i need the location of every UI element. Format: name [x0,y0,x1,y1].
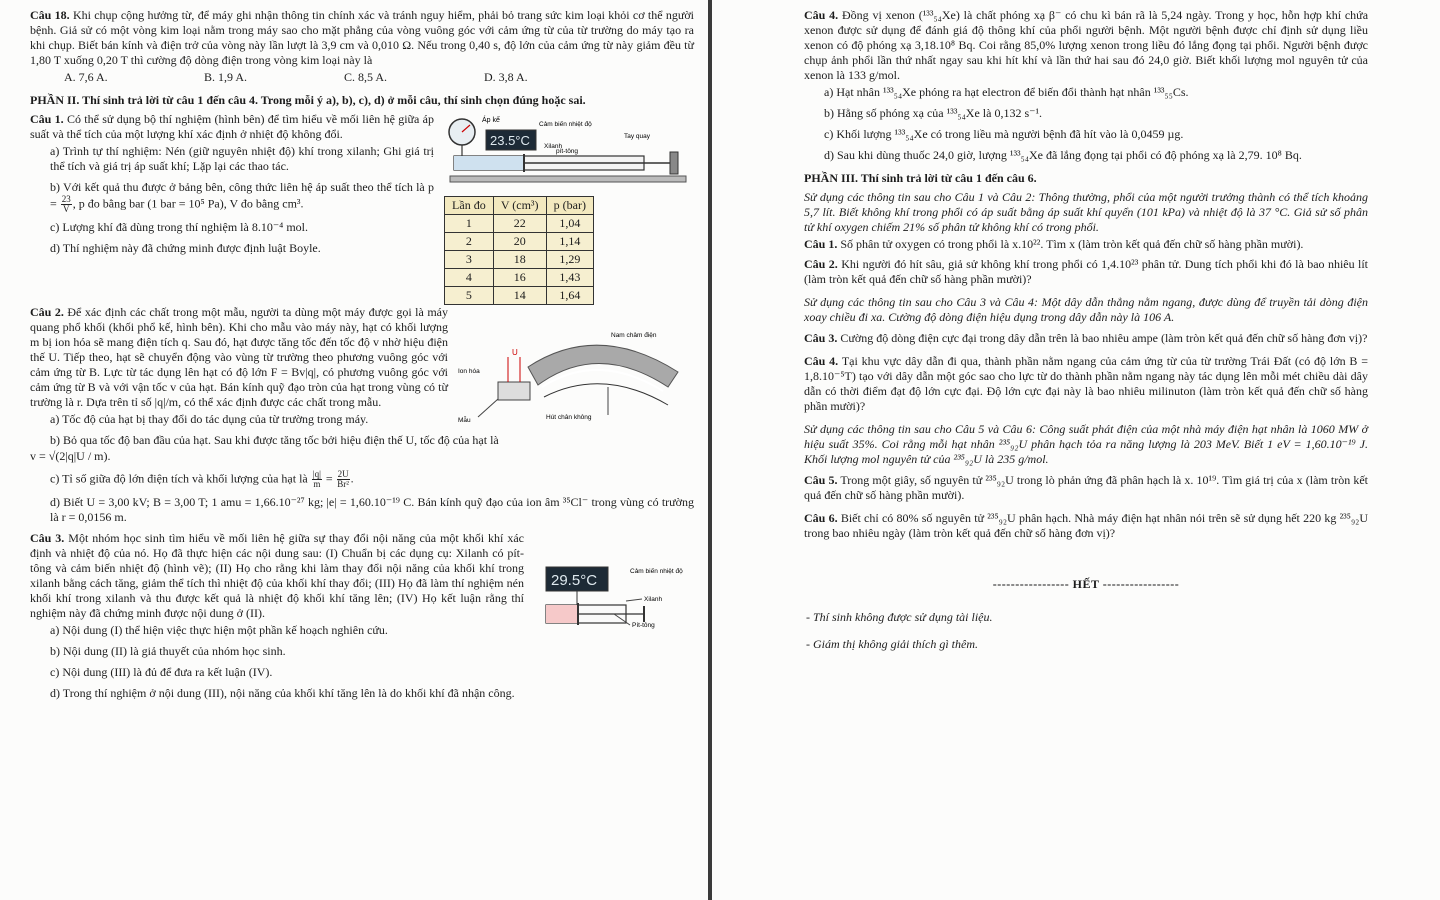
col-header: Lần đo [445,197,494,215]
q2-statement-b: b) Bỏ qua tốc độ ban đầu của hạt. Sau khi được tăng tốc bởi hiệu điện thế U, tốc độ của hạt là [50,433,499,447]
magnet-label: Nam châm điện [611,332,657,339]
exam-page-right [712,0,1440,900]
option-b: B. 1,9 A. [204,70,248,84]
q4-statement-a: a) Hạt nhân ¹³³₅₄Xe phóng ra hạt electron để biến đổi thành hạt nhân ¹³³₅₅Cs. [824,85,1189,99]
question-2: Nam châm điện Ion hóa U Mẫu Hút chân không Câu 2. Để xác định các chất trong một mẫu, người ta dùng một máy được gọi là máy quang phổ khối (khối phổ kế, hình bên). Khi cho mẫu vào máy này, hạt có khối lượng m bị ion hóa sẽ mang điện tích q. Sau đó, hạt được tăng tốc đến tốc độ v nhờ hiệu điện thế U. Tiếp theo, hạt sẽ chuyển động vào vùng từ trường theo phương vuông góc với cảm ứng từ B. Lực từ tác dụng lên hạt có độ lớn F = Bv|q|, có phương vuông góc với cảm ứng từ B và với vận tốc v của hạt. Bán kính quỹ đạo tròn của hạt trong vùng có từ trường là r. Dựa trên tỉ số |q|/m, có thể xác định được các chất trong mẫu. a) Tốc độ của hạt bị thay đổi do tác dụng của từ trường trong máy. b) Bỏ qua tốc độ ban đầu của hạt. Sau khi được tăng tốc bởi hiệu điện thế U, tốc độ của hạt là v = √(2|q|U / m). c) Tỉ số giữa độ lớn điện tích và khối lượng của hạt là $\frac{|q|}{m}$ = $\frac{2U}{\text{Br²}}$ . d) Biết U = 3,00 kV; B = 3,00 T; 1 amu = 1,66.10⁻²⁷ kg; |e| = 1,60.10⁻¹⁹ C. Bán kính quỹ đạo của ion âm ³⁵Cl⁻ trong vùng có trường là r = 0,0156 m. [30,305,694,524]
part3-question-1: Câu 1. Số phân tử oxygen có trong phổi là x.10²². Tìm x (làm tròn kết quả đến chữ số hàng phần mười). [804,237,1304,251]
vacuum-label: Hút chân không [546,414,592,421]
part-2-title: PHẦN II. Thí sinh trả lời từ câu 1 đến câu 4. Trong mỗi ý a), b), c), d) ở mỗi câu, thí sinh chọn đúng hoặc sai. [30,93,586,107]
part3-question-6: Câu 6. Biết chỉ có 80% số nguyên tử ²³⁵₉₂U phân hạch. Nhà máy điện hạt nhân nói trên sẽ sử dụng hết 220 kg ²³⁵₉₂U trong bao nhiêu ngày (làm tròn kết quả đến chữ số hàng đơn vị)? [804,511,1368,540]
answer-options [30,70,694,85]
note-no-explanation: - Giám thị không giải thích gì thêm. [806,637,978,651]
exam-page-left [0,0,708,900]
q2-statement-d: d) Biết U = 3,00 kV; B = 3,00 T; 1 amu = 1,66.10⁻²⁷ kg; |e| = 1,60.10⁻¹⁹ C. Bán kính quỹ đạo của ion âm ³⁵Cl⁻ trong vùng có trường là r = 0,0156 m. [50,495,694,524]
table-row: 1 22 1,04 [445,215,594,233]
part3-question-3: Câu 3. Cường độ dòng điện cực đại trong dây dẫn trên là bao nhiêu ampe (làm tròn kết quả đến chữ số hàng đơn vị)? [804,331,1368,345]
q4-statement-c: c) Khối lượng ¹³³₅₄Xe có trong liều mà người bệnh đã hít vào là 0,0459 µg. [824,127,1184,141]
col-header: p (bar) [546,197,593,215]
sensor-label: Cảm biến nhiệt độ [539,121,592,128]
electromagnet-arc [528,345,678,387]
option-c: C. 8,5 A. [344,70,388,84]
q2-statement-c: c) Tỉ số giữa độ lớn điện tích và khối lượng của hạt là $\frac{|q|}{m}$ = $\frac{2U}{\text{Br²}}$ . [50,469,354,489]
q1-statement-c: c) Lượng khí đã dùng trong thí nghiệm là 8.10⁻⁴ mol. [50,220,308,234]
col-header: V (cm³) [493,197,546,215]
q3-statement-b: b) Nội dung (II) là giả thuyết của nhóm học sinh. [50,644,286,658]
question-1: Áp kế 23.5°C Cảm biến nhiệt độ Tay quay Xilanh pít-tông Lần đo V (cm³) p (bar) 1 22 1,04 2 20 1,14 3 18 1,29 4 16 1,43 5 14 1,64 Câu 1. Có thể sử dụng bộ thí nghiệm (hình bên) để tìm hiểu về mối liên hệ giữa áp suất và thể tích của một lượng khí xác định ở nhiệt độ không đổi. a) Trình tự thí nghiệm: Nén (giữ nguyên nhiệt độ) khí trong xilanh; Ghi giá trị thể tích và giá trị áp suất khí; Lặp lại các thao tác. b) Với kết quả thu được ở bảng bên, công thức liên hệ áp suất theo thể tích là p = $\frac{23}{V}$ , p đo bằng bar (1 bar = 10⁵ Pa), V đo bằng cm³. c) Lượng khí đã dùng trong thí nghiệm là 8.10⁻⁴ mol. d) Thí nghiệm này đã chứng minh được định luật Boyle. [30,112,694,256]
part-3-title: PHẦN III. Thí sinh trả lời từ câu 1 đến câu 6. [804,171,1037,185]
piston-label: pít-tông [556,148,579,155]
table-row: 5 14 1,64 [445,287,594,305]
mass-spectrometer-figure [458,327,694,431]
q2-formula-b: v = √(2|q|U / m). [30,449,111,463]
option-d: D. 3,8 A. [484,70,528,84]
part3-question-2: Câu 2. Khi người đó hít sâu, giả sử không khí trong phổi có 1,4.10²³ phân tử. Dung tích phổi khi đó là bao nhiêu lít (làm tròn kết quả đến chữ số hàng phần mười)? [804,257,1369,286]
q1-figure-and-table [444,112,694,305]
q2-statement-a: a) Tốc độ của hạt bị thay đổi do tác dụng của từ trường trong máy. [50,412,369,426]
cylinder-label: Xilanh [544,143,563,150]
table-row: 3 18 1,29 [445,251,594,269]
q1-statement-b: b) Với kết quả thu được ở bảng bên, công thức liên hệ áp suất theo thể tích là p = $\frac{23}{V}$ , p đo bằng bar (1 bar = 10⁵ Pa), V đo bằng cm³. [50,180,434,214]
q3-statement-c: c) Nội dung (III) là đủ để đưa ra kết luận (IV). [50,665,273,679]
sample-label: Mẫu [458,417,471,424]
part3-question-4: Câu 4. Tại khu vực dây dẫn đi qua, thành phần nằm ngang của cảm ứng từ của từ trường Trái Đất (có độ lớn B = 1,8.10⁻⁵T) tạo với dây dẫn một góc sao cho lực từ do thành phần nằm ngang này tác dụng lên mỗi mét chiều dài dây dẫn có thời điểm đạt độ lớn cực đại. Độ lớn cực đại này là bao nhiêu milinuton (làm tròn kết quả đến chữ số hàng phần mười)? [804,354,1369,413]
q1-statement-d: d) Thí nghiệm này đã chứng minh được định luật Boyle. [50,241,321,255]
end-marker: ----------------- HẾT ----------------- [992,577,1180,591]
note-no-documents: - Thí sinh không được sử dụng tài liệu. [806,610,993,624]
cylinder-label: Xilanh [644,596,663,603]
pressure-volume-table [444,196,594,305]
question-4: Câu 4. Đồng vị xenon (¹³³₅₄Xe) là chất phóng xạ β⁻ có chu kì bán rã là 5,24 ngày. Trong y học, hỗn hợp khí chứa xenon được sử dụng để đánh giá độ thông khí của phổi người bệnh. Một người bệnh được chỉ định sử dụng liều xenon có độ phóng xạ 3,18.10⁸ Bq. Coi rằng 85,0% lượng xenon trong liều đó lắng đọng tại phổi. Người bệnh được chụp ảnh phổi lần thứ nhất ngay sau khi hít khí và lần thứ hai sau đó 24,0 giờ. Biết khối lượng mol nguyên tử của xenon là 133 g/mol. [804,8,1369,82]
option-a: A. 7,6 A. [64,70,108,84]
q4-statement-d: d) Sau khi dùng thuốc 24,0 giờ, lượng ¹³³₅₄Xe đã lắng đọng tại phổi có độ phóng xạ là 2,79. 10⁸ Bq. [824,148,1302,162]
mass-spectrometer-diagram [458,327,694,427]
q3-figure [534,561,694,645]
question-3: 29.5°C Cảm biến nhiệt độ Xilanh Pít-tông Câu 3. Một nhóm học sinh tìm hiểu về mối liên hệ giữa sự thay đổi nội năng của một khối khí xác định và nhiệt độ của nó. Họ đã thực hiện các nội dung sau: (I) Chuẩn bị các dụng cụ: Xilanh có pít-tông và cảm biến nhiệt độ (hình vẽ); (II) Họ cho rằng khi làm thay đổi nội năng của khối khí trong xilanh bằng cách tăng, giảm thể tích thì nhiệt độ của khối khí thay đổi; (III) Họ đã làm thí nghiệm nén khối khí trong xilanh và thu được kết quả là nhiệt độ khối khí tăng lên; (IV) Họ kết luận rằng thí nghiệm này đã chứng minh được nội dung ở (II). a) Nội dung (I) thể hiện việc thực hiện một phần kế hoạch nghiên cứu. b) Nội dung (II) là giả thuyết của nhóm học sinh. c) Nội dung (III) là đủ để đưa ra kết luận (IV). d) Trong thí nghiệm ở nội dung (III), nội năng của khối khí tăng lên là do khối khí đã nhận công. [30,531,694,701]
cylinder-sensor-diagram [534,561,694,641]
q4-statement-b: b) Hằng số phóng xạ của ¹³³₅₄Xe là 0,132 s⁻¹. [824,106,1043,120]
voltage-label: U [512,348,518,357]
syringe-apparatus-diagram [444,112,694,192]
ion-label: Ion hóa [458,368,480,375]
context-q5-q6: Sử dụng các thông tin sau cho Câu 5 và Câu 6: Công suất phát điện của một nhà máy điện hạt nhân là 1060 MW ở hiệu suất 35%. Coi rằng mỗi hạt nhân ²³⁵₉₂U phân hạch tỏa ra năng lượng là 203 MeV. Biết 1 eV = 1,60.10⁻¹⁹ J. Khối lượng mol nguyên tử của ²³⁵₉₂U là 235 g/mol. [804,422,1368,466]
question-18: Câu 18. Khi chụp cộng hưởng từ, để máy ghi nhận thông tin chính xác và tránh nguy hiểm, phải bỏ trang sức kim loại khỏi cơ thể người bệnh. Giả sử có một vòng kim loại nằm trong máy sao cho mặt phẳng của vòng vuông góc với cảm ứng từ của từ trường do máy tạo ra khi chụp. Biết bán kính và điện trở của vòng này lần lượt là 3,9 cm và 0,010 Ω. Nếu trong 0,40 s, độ lớn của cảm ứng từ này giảm đều từ 1,80 T xuống 0,20 T thì cường độ dòng điện trong vòng kim loại này là [30,8,695,67]
context-q1-q2: Sử dụng các thông tin sau cho Câu 1 và Câu 2: Thông thường, phổi của một người trưởng thành có thể tích khoảng 5,7 lít. Biết không khí trong phổi có áp suất bằng áp suất khí quyển (101 kPa) và nhiệt độ là 37 °C. Giả sử số phân tử khí oxygen chiếm 21% số phân tử không khí có trong phổi. [804,190,1368,234]
temperature-display-value: 23.5°C [490,133,530,148]
part3-question-5: Câu 5. Trong một giây, số nguyên tử ²³⁵₉₂U trong lò phản ứng đã phân hạch là x. 10¹⁹. Tìm giá trị của x (làm tròn kết quả đến chữ số hàng phần mười). [804,473,1368,502]
table-row: 2 20 1,14 [445,233,594,251]
q3-statement-a: a) Nội dung (I) thể hiện việc thực hiện một phần kế hoạch nghiên cứu. [50,623,388,637]
ionization-chamber [498,382,530,400]
crank-handle [670,152,678,174]
q3-statement-d: d) Trong thí nghiệm ở nội dung (III), nội năng của khối khí tăng lên là do khối khí đã nhận công. [50,686,515,700]
table-row: 4 16 1,43 [445,269,594,287]
q1-statement-a: a) Trình tự thí nghiệm: Nén (giữ nguyên nhiệt độ) khí trong xilanh; Ghi giá trị thể tích và giá trị áp suất khí; Lặp lại các thao tác. [50,144,434,173]
sensor-label: Cảm biến nhiệt độ [630,568,683,575]
handle-label: Tay quay [624,133,651,140]
temperature-display-value: 29.5°C [551,572,598,589]
piston-label: Pít-tông [632,622,655,629]
gauge-label: Áp kế [482,117,500,124]
context-q3-q4: Sử dụng các thông tin sau cho Câu 3 và Câu 4: Một dây dẫn thẳng nằm ngang, được dùng để truyền tải dòng điện xoay chiều đi xa. Cường độ dòng điện hiệu dụng trong dây dẫn này là 106 A. [804,295,1368,324]
